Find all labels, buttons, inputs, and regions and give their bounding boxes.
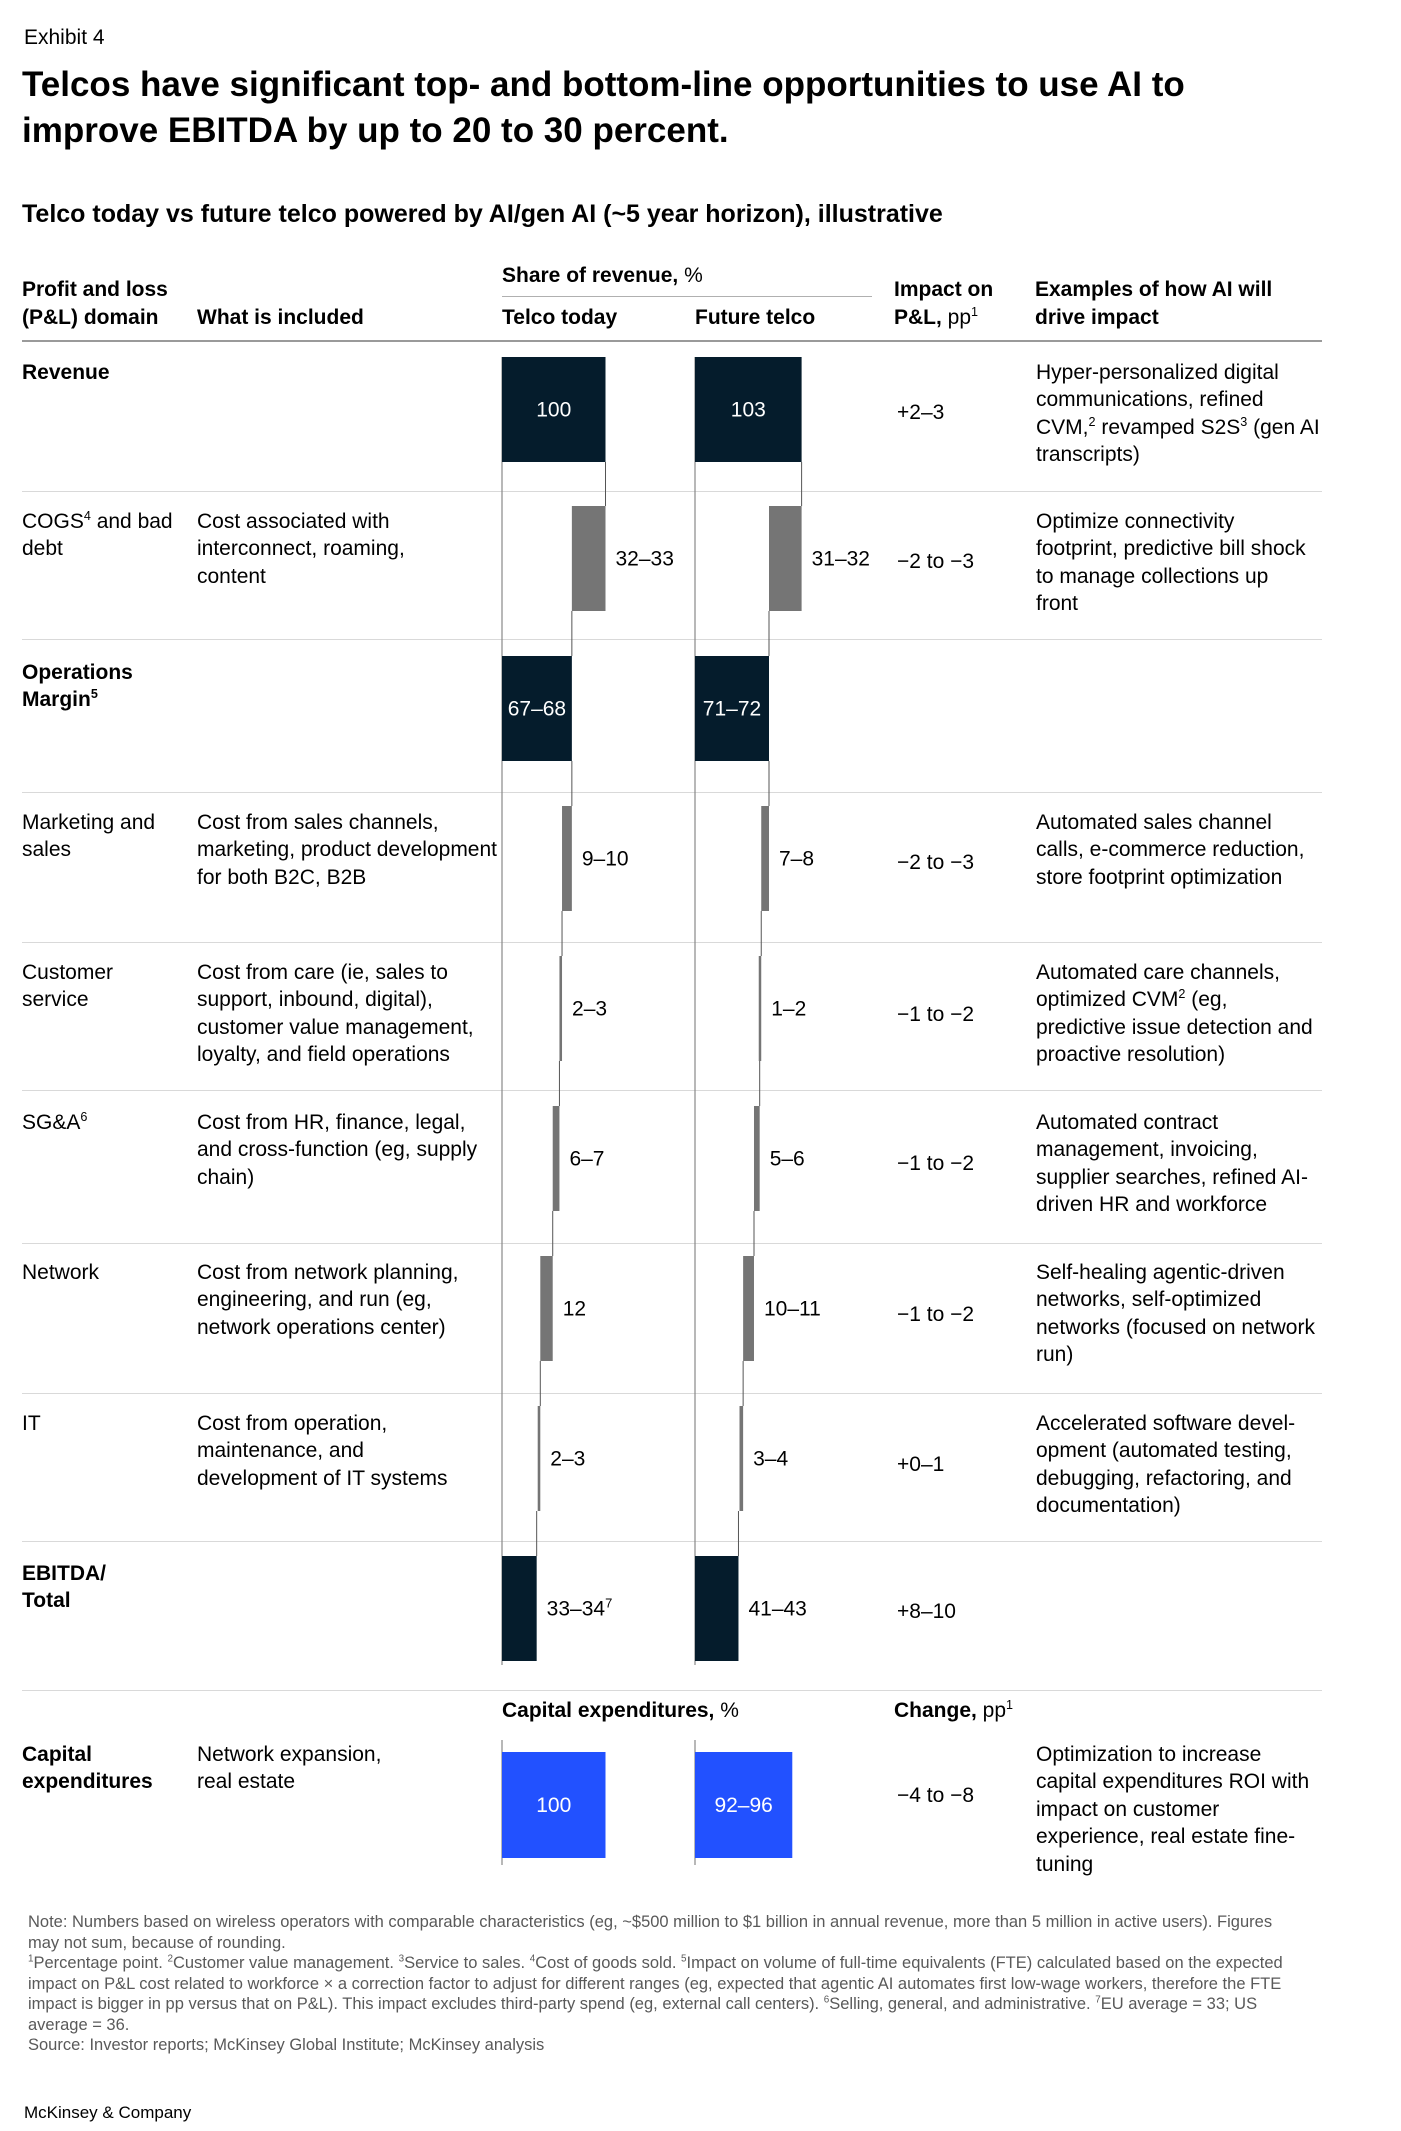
header-examples: Examples of how AI will drive impact <box>1035 278 1273 329</box>
examples-it: Accelerated software devel-opment (automated testing, debugging, refactoring, and documentation) <box>1036 1412 1296 1518</box>
domain-revenue: Revenue <box>22 361 110 384</box>
bar-future-4 <box>759 956 762 1061</box>
bar-label: 71–72 <box>702 697 762 721</box>
included-capex: Network expansion, real estate <box>197 1743 382 1794</box>
domain-marketing: Marketing and sales <box>22 811 156 862</box>
bar-label: $33-34^7$ <box>546 1595 613 1621</box>
examples-sga: Automated contract management, invoicing, supplier searches, refined AI-driven HR and workforce <box>1036 1111 1308 1217</box>
bar-label: 3–4 <box>753 1447 789 1471</box>
page-title: Telcos have significant top- and bottom-line opportunities to use AI to improve EBITDA by up to 20 to 30 percent. <box>22 65 1185 150</box>
bar-future-1 <box>769 506 802 611</box>
bar-label: 2–3 <box>550 1447 586 1471</box>
bar-label: 100 <box>536 398 572 422</box>
included-cogs: Cost associated with interconnect, roaming, content <box>197 510 405 588</box>
bar-label: 1–2 <box>771 997 807 1021</box>
impact-revenue: +2–3 <box>897 401 945 424</box>
domain-operations-margin: Operations Margin$^5$ <box>22 661 133 712</box>
domain-it: IT <box>22 1412 41 1435</box>
domain-sga: $SG\&A^6$ <box>22 1110 88 1134</box>
footnote-marker: 4 <box>529 1953 536 1965</box>
bar-label: 12 <box>562 1297 587 1321</box>
included-it: Cost from operation, maintenance, and development of IT systems <box>197 1412 448 1490</box>
exhibit-label: Exhibit 4 <box>24 26 105 49</box>
footnote-text: Service to sales. <box>404 1954 530 1972</box>
bar-label: 32–33 <box>615 547 674 571</box>
footnote-marker: 7 <box>1095 1994 1101 2006</box>
examples-customer-service: Automated care channels, optimized CVM$^2$ (eg, predictive issue detection and proactive resolution) <box>1036 961 1313 1067</box>
bar-label: 2–3 <box>572 997 608 1021</box>
impact-network: −1 to −2 <box>897 1303 975 1326</box>
domain-customer-service: Customer service <box>22 961 114 1012</box>
examples-capex: Optimization to increase capital expenditures ROI with impact on customer experience, real estate fine-tuning <box>1036 1743 1310 1876</box>
capex-bar-label: 100 <box>536 1794 572 1817</box>
domain-cogs: COGS$^4$ and bad debt <box>22 509 173 561</box>
bar-today-8 <box>502 1556 537 1661</box>
capex-bar-label: 92–96 <box>714 1794 773 1817</box>
header-change: Change, $pp^1$ <box>894 1698 1014 1722</box>
bar-label-sup: 7 <box>605 1595 613 1611</box>
bar-future-5 <box>754 1106 760 1211</box>
bar-today-5 <box>553 1106 560 1211</box>
included-marketing: Cost from sales channels, marketing, product development for both B2C, B2B <box>197 811 497 889</box>
examples-marketing: Automated sales channel calls, e-commerce reduction, store footprint optimization <box>1036 811 1305 889</box>
impact-it: +0–1 <box>897 1453 945 1476</box>
footnote-marker: 3 <box>398 1953 405 1965</box>
bar-label: 7–8 <box>779 847 815 871</box>
footnote-text: Selling, general, and administrative. <box>829 1995 1096 2013</box>
included-network: Cost from network planning, engineering, and run (eg, network operations center) <box>197 1261 459 1339</box>
examples-cogs: Optimize connectivity footprint, predictive bill shock to manage collections up front <box>1036 510 1306 616</box>
footnotes <box>28 1953 1298 2035</box>
domain-ebitda: EBITDA/ Total <box>22 1562 106 1613</box>
impact-cogs: −2 to −3 <box>897 550 975 573</box>
examples-revenue: Hyper-personalized digital communications, refined CVM,$^2$ revamped $S2S^3$ (gen AI transcripts) <box>1036 361 1320 467</box>
footnote-marker: 6 <box>823 1994 830 2006</box>
bar-label: 41–43 <box>748 1597 807 1621</box>
footnote-marker: 1 <box>28 1953 34 1965</box>
domain-network: Network <box>22 1261 100 1284</box>
bar-today-3 <box>562 806 572 911</box>
header-telco-today: Telco today <box>502 306 618 329</box>
impact-ebitda: +8–10 <box>897 1600 956 1623</box>
bar-label: 31–32 <box>811 547 871 571</box>
note-text: Note: Numbers based on wireless operators with comparable characteristics (eg, ~$500 million to $1 billion in annual revenue, more than 5 million in active users). Figures may not sum, because of rounding. <box>28 1913 1273 1952</box>
footnote-marker: 2 <box>167 1953 173 1965</box>
footnote-text: Customer value management. <box>172 1954 399 1972</box>
bar-label: 6–7 <box>569 1147 605 1171</box>
footnote-marker: 5 <box>681 1953 687 1965</box>
bar-future-3 <box>761 806 769 911</box>
impact-customer-service: −1 to −2 <box>897 1003 975 1026</box>
bar-today-1 <box>572 506 606 611</box>
bar-label: 67–68 <box>507 697 567 721</box>
impact-capex: −4 to −8 <box>897 1784 975 1807</box>
bar-label: 103 <box>730 398 766 422</box>
footnote-text: Percentage point. <box>33 1954 168 1972</box>
header-included: What is included <box>197 306 364 329</box>
header-share: Share of revenue, % <box>502 264 703 287</box>
impact-sga: −1 to −2 <box>897 1152 975 1175</box>
header-capex: Capital expenditures, % <box>502 1699 739 1722</box>
bar-label: 9–10 <box>581 847 629 871</box>
bar-label: 5–6 <box>769 1147 805 1171</box>
chart-subtitle: Telco today vs future telco powered by AI/gen AI (~5 year horizon), illustrative <box>22 200 943 228</box>
bar-today-6 <box>540 1256 552 1361</box>
header-impact: Impact on P&L, $pp^1$ <box>894 278 994 329</box>
header-domain: Profit and loss (P&L) domain <box>22 278 168 329</box>
bar-label: 10–11 <box>763 1297 821 1321</box>
bar-future-7 <box>740 1406 744 1511</box>
chart-notes <box>28 1912 1298 2056</box>
included-customer-service: Cost from care (ie, sales to support, inbound, digital), customer value management, loyalty, and field operations <box>197 961 474 1067</box>
bar-today-4 <box>559 956 562 1061</box>
footnote-text: Cost of goods sold. <box>535 1954 682 1972</box>
footnote-text: Impact on volume of full-time equivalents (FTE) calculated based on the expected impact on P&L cost related to workforce × a correction factor to adjust for different ranges (eg, expected that agentic AI automates first low-wage workers, therefore the FTE impact is bigger in pp versus that on P&L). This impact excludes third-party spend (eg, external call centers). <box>28 1954 1283 2013</box>
header-future-telco: Future telco <box>695 306 816 329</box>
footnote-text: EU average = 33; US average = 36. <box>28 1995 1258 2034</box>
included-sga: Cost from HR, finance, legal, and cross-function (eg, supply chain) <box>197 1111 478 1189</box>
examples-network: Self-healing agentic-driven networks, self-optimized networks (focused on network run) <box>1036 1261 1315 1367</box>
source-text: Source: Investor reports; McKinsey Global Institute; McKinsey analysis <box>28 2036 545 2054</box>
bar-future-6 <box>743 1256 754 1361</box>
bar-future-8 <box>695 1556 738 1661</box>
footer-brand: McKinsey & Company <box>24 2103 192 2122</box>
domain-capex: Capital expenditures <box>22 1743 153 1794</box>
impact-marketing: −2 to −3 <box>897 851 975 874</box>
bar-today-7 <box>538 1406 541 1511</box>
